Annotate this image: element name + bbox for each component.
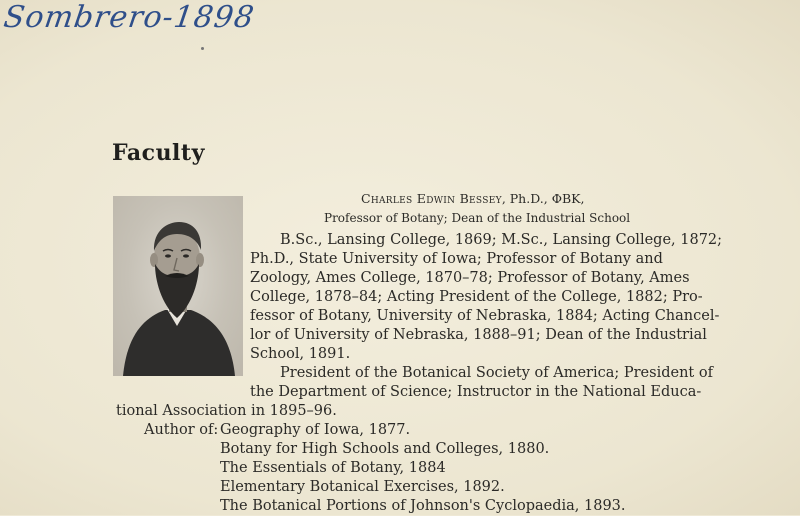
portrait-illustration — [113, 196, 243, 376]
bio-line: fessor of Botany, University of Nebraska, 1884; Acting Chancel- — [250, 308, 720, 324]
bio-line: the Department of Science; Instructor in the National Educa- — [250, 384, 702, 400]
bio-line: College, 1878–84; Acting President of the College, 1882; Pro- — [250, 289, 703, 305]
handwritten-annotation: Sombrero-1898 — [1, 0, 257, 35]
publication-item: Elementary Botanical Exercises, 1892. — [220, 479, 505, 495]
bio-line: Zoology, Ames College, 1870–78; Professor of Botany, Ames — [250, 270, 690, 286]
bio-line: President of the Botanical Society of America; President of — [280, 365, 713, 381]
bio-line: lor of University of Nebraska, 1888–91; Dean of the Industrial — [250, 327, 707, 343]
faculty-name: Charles Edwin Bessey — [361, 191, 502, 206]
faculty-name-line — [361, 191, 584, 206]
bio-line: School, 1891. — [250, 346, 351, 362]
bio-line: Ph.D., State University of Iowa; Professor of Botany and — [250, 251, 663, 267]
publication-item: The Essentials of Botany, 1884 — [220, 460, 446, 476]
ink-speck — [201, 47, 204, 50]
bio-line: tional Association in 1895–96. — [116, 403, 337, 419]
faculty-degrees: , Ph.D., ΦBK, — [501, 191, 585, 206]
publication-item: Geography of Iowa, 1877. — [220, 422, 411, 438]
section-heading: Faculty — [112, 140, 205, 166]
publication-item: The Botanical Portions of Johnson's Cyclopaedia, 1893. — [220, 498, 626, 514]
publication-item: Botany for High Schools and Colleges, 1880. — [220, 441, 550, 457]
faculty-position: Professor of Botany; Dean of the Industrial School — [324, 211, 631, 225]
author-of-label: Author of: — [144, 422, 219, 438]
bio-line: B.Sc., Lansing College, 1869; M.Sc., Lansing College, 1872; — [280, 232, 723, 248]
portrait-photo — [113, 196, 243, 376]
